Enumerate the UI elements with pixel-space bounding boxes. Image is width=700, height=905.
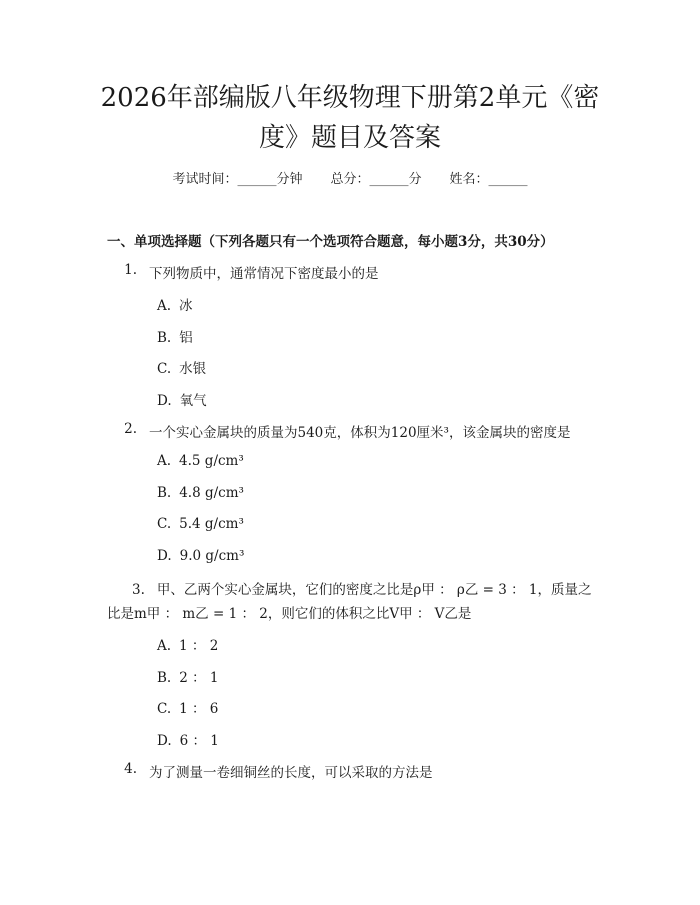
student-name-field: 姓名：______ <box>449 172 528 187</box>
option-letter: B. <box>157 670 172 686</box>
option-text: 4.5 g/cm³ <box>179 453 244 469</box>
option-letter: D. <box>157 733 172 749</box>
option-text: 1 ： 2 <box>179 638 219 654</box>
option-text: 6 ： 1 <box>179 733 219 749</box>
option-letter: C. <box>157 516 172 532</box>
option-text: 2 ： 1 <box>179 670 219 686</box>
option-letter: B. <box>157 330 172 346</box>
option-text: 氧气 <box>179 393 207 409</box>
option-text: 水银 <box>179 361 207 377</box>
option-text: 冰 <box>179 298 193 314</box>
question-text: 一个实心金属块的质量为540克，体积为120厘米³，该金属块的密度是 <box>149 425 571 441</box>
option-text: 5.4 g/cm³ <box>179 516 244 532</box>
question-number: 3. <box>132 582 145 598</box>
question-3 <box>107 578 597 626</box>
question-4 <box>107 761 597 781</box>
option-text: 9.0 g/cm³ <box>179 548 245 564</box>
option-c <box>157 516 244 532</box>
option-text: 4.8 g/cm³ <box>179 485 244 501</box>
option-b <box>157 666 218 686</box>
option-d <box>157 548 244 564</box>
section-heading: 一、单项选择题（下列各题只有一个选项符合题意，每小题3分，共30分） <box>107 234 554 250</box>
question-2 <box>107 421 597 441</box>
option-letter: A. <box>157 638 172 654</box>
option-letter: C. <box>157 361 172 377</box>
option-d <box>157 729 219 749</box>
document-title: 2026年部编版八年级物理下册第2单元《密度》题目及答案 <box>100 83 600 153</box>
option-letter: C. <box>157 701 172 717</box>
option-letter: B. <box>157 485 172 501</box>
exam-time-field: 考试时间：______分钟 <box>172 172 303 187</box>
option-a <box>157 634 218 654</box>
option-c <box>157 697 218 717</box>
option-letter: A. <box>157 453 172 469</box>
question-text: 为了测量一卷细铜丝的长度，可以采取的方法是 <box>149 765 433 781</box>
question-text: 下列物质中，通常情况下密度最小的是 <box>149 266 379 282</box>
option-letter: A. <box>157 298 172 314</box>
option-b <box>157 485 244 501</box>
exam-meta <box>0 168 700 187</box>
option-a <box>157 453 244 469</box>
option-a <box>157 294 193 314</box>
question-text: 甲、乙两个实心金属块，它们的密度之比是ρ甲 ： ρ乙 = 3 ： 1，质量之比是m甲 ： m乙 = 1 ： 2，则它们的体积之比V甲 ： V乙是 <box>107 582 592 622</box>
option-letter: D. <box>157 393 172 409</box>
option-c <box>157 357 206 377</box>
option-text: 铝 <box>179 330 193 346</box>
option-d <box>157 389 207 409</box>
question-1 <box>107 262 597 282</box>
total-score-field: 总分：______分 <box>330 172 422 187</box>
option-b <box>157 326 193 346</box>
question-number: 1. <box>124 262 137 278</box>
option-letter: D. <box>157 548 172 564</box>
question-number: 2. <box>124 421 137 437</box>
question-number: 4. <box>124 761 137 777</box>
option-text: 1 ： 6 <box>179 701 219 717</box>
